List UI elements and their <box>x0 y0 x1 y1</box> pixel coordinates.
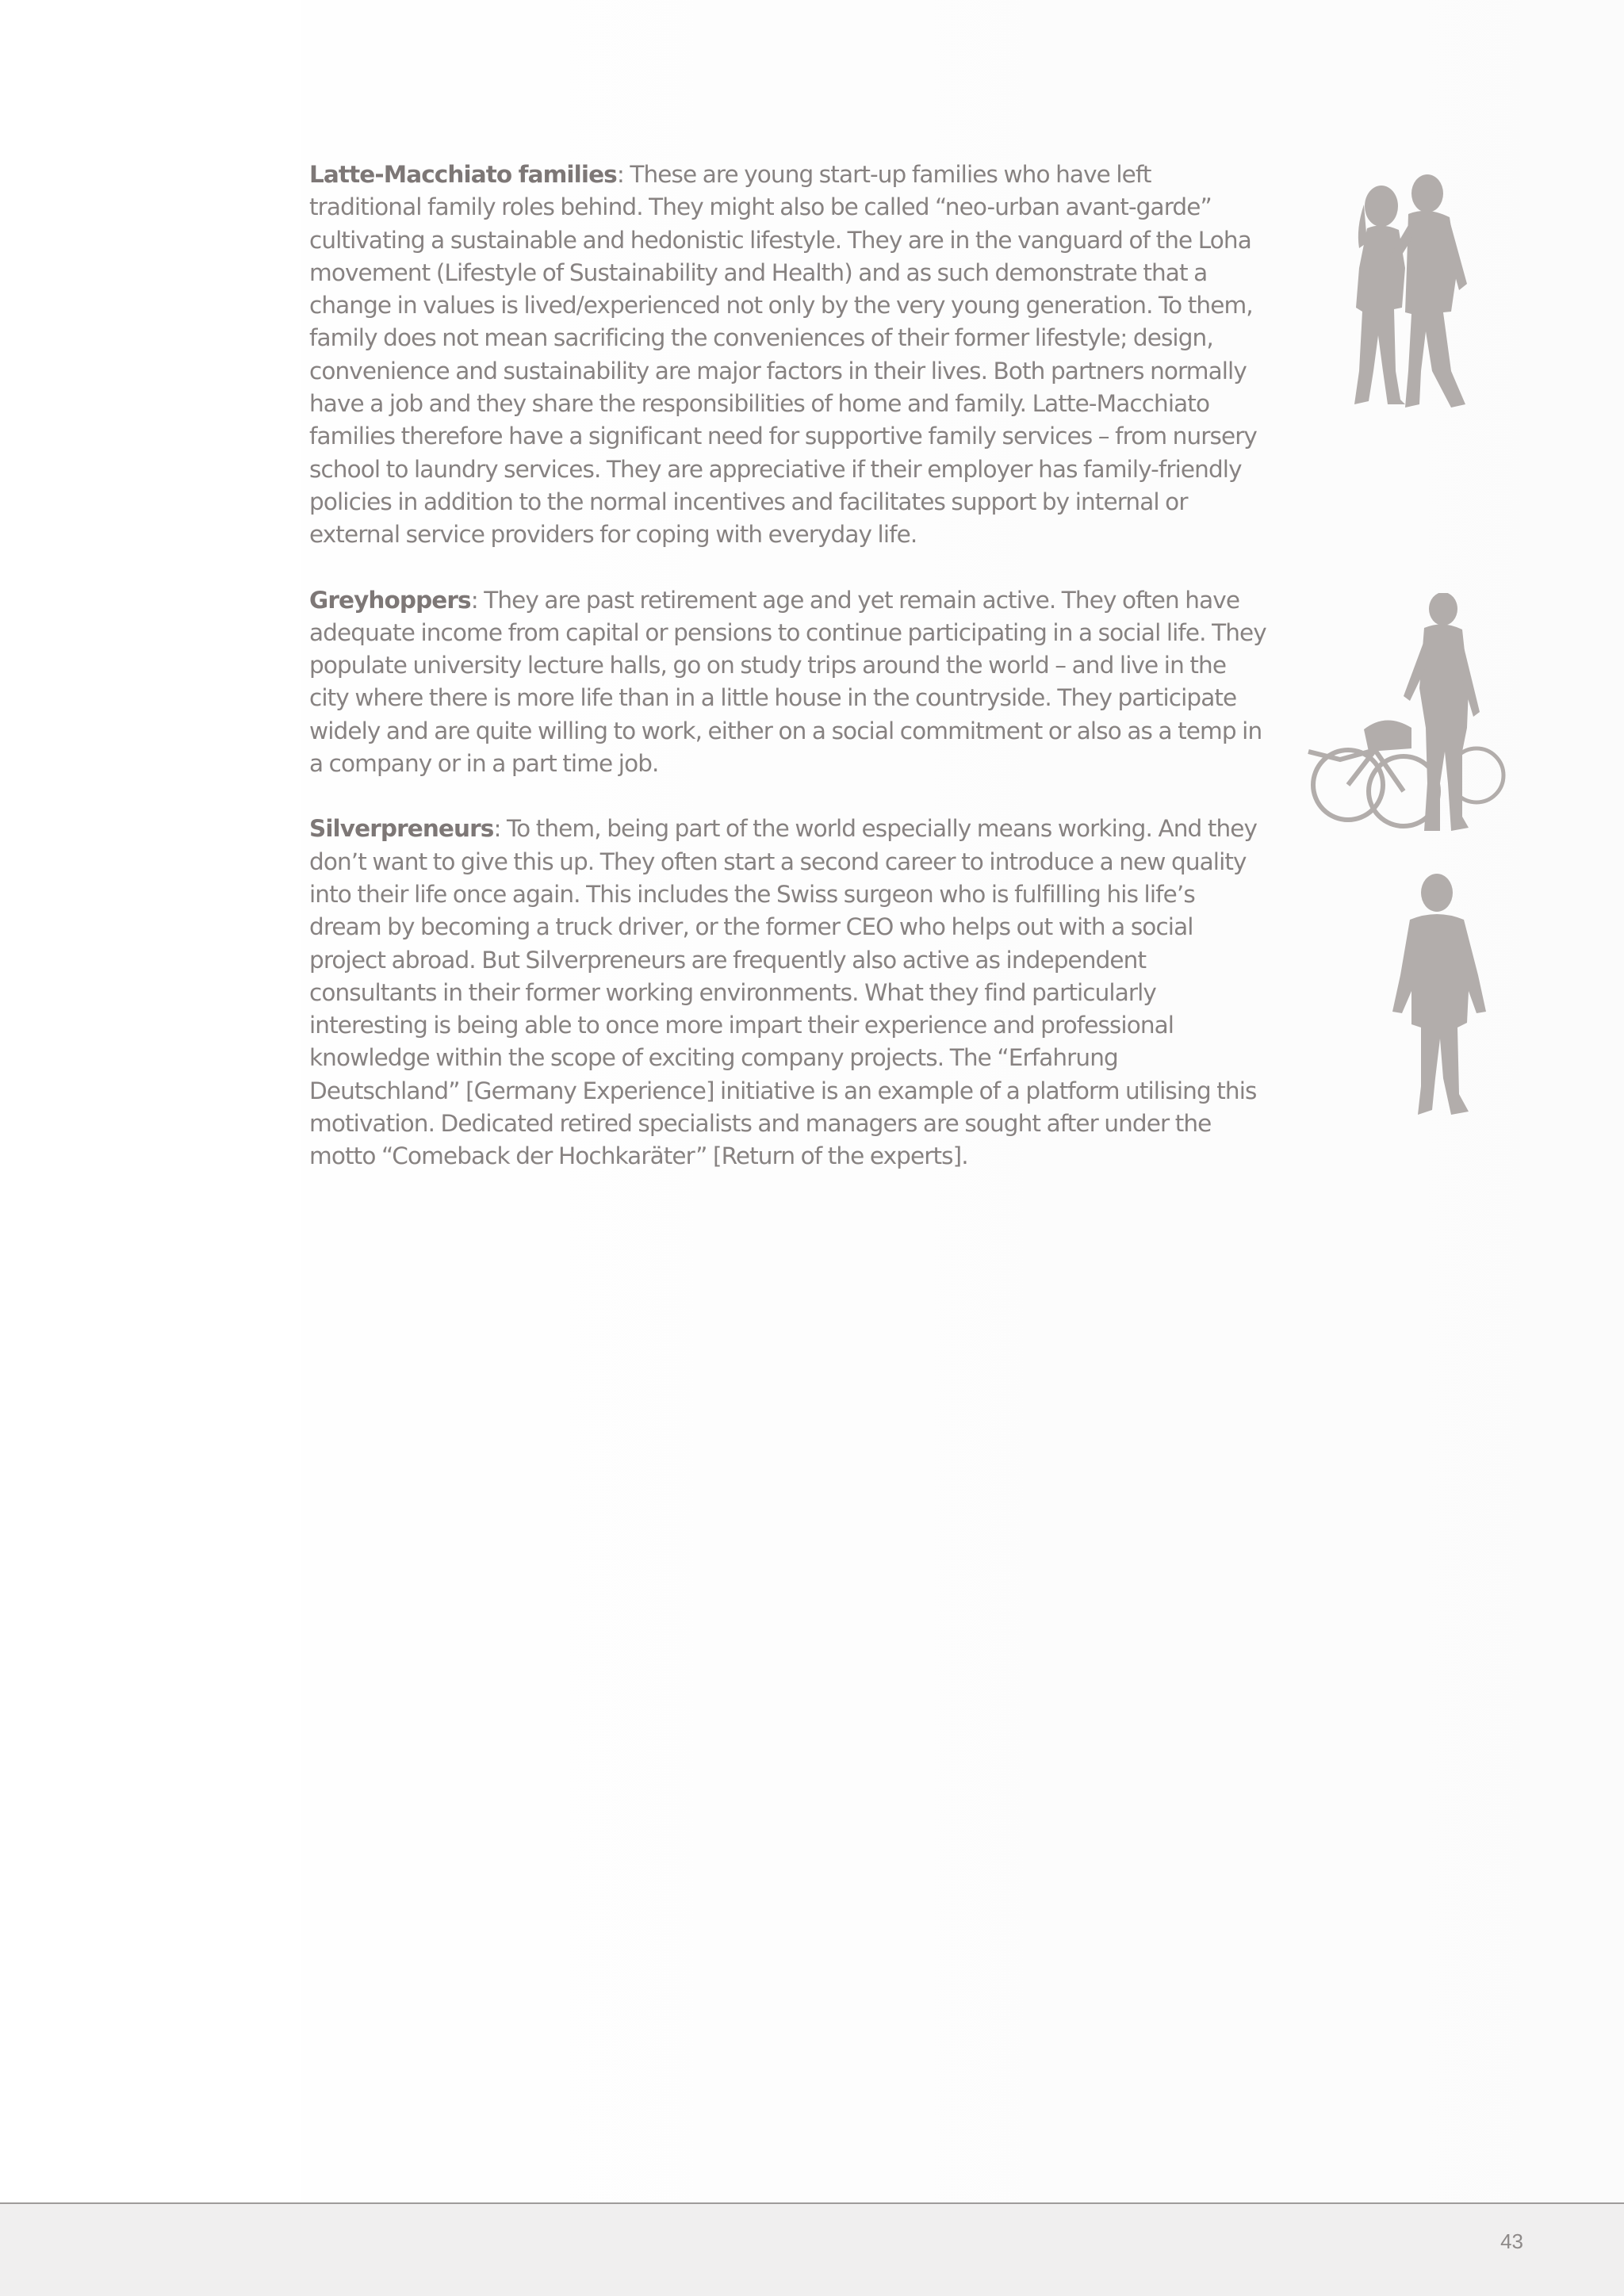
text-column <box>309 159 1269 1206</box>
page-number: 43 <box>1500 2229 1523 2253</box>
paragraph-silverpreneurs <box>309 813 1269 1173</box>
paragraph-body: : To them, being part of the world especially means working. And they don’t want to give this up. They often start a second career to introduce a new quality into their life once again. This includes the Swiss surgeon who is fulfilling his life’s dream by becoming a truck driver, or the former CEO who helps out with a social project abroad. But Silverpreneurs are frequently also active as independent consultants in their former working environments. What they find particularly interesting is being able to once more impart their experience and professional knowledge within the scope of exciting company projects. The “Erfahrung Deutschland” [Germany Experience] initiative is an example of a platform utilising this motivation. Dedicated retired specialists and managers are sought after under the motto “Comeback der Hochkaräter” [Return of the experts]. <box>309 815 1258 1170</box>
term-greyhoppers: Greyhoppers <box>309 586 471 614</box>
paragraph-greyhoppers <box>309 584 1269 781</box>
couple-silhouette-icon <box>1332 173 1499 419</box>
paragraph-latte-macchiato-families <box>309 159 1269 552</box>
paragraph-body: : These are young start-up families who have left traditional family roles behind. They might also be called “neo-urban avant-garde” cultivating a sustainable and hedonistic lifestyle. They are in the vanguard of the Loha movement (Lifestyle of Sustainability and Health) and as such demonstrate that a change in values is lived/experienced not only by the very young generation. To them, family does not mean sacrificing the conveniences of their former lifestyle; design, convenience and sustainability are major factors in their lives. Both partners normally have a job and they share the responsibilities of home and family. Latte-Macchiato families therefore have a significant need for supportive family services – from nursery school to laundry services. They are appreciative if their employer has family-friendly policies in addition to the normal incentives and facilitates support by internal or external service providers for coping with everyday life. <box>309 161 1257 549</box>
page-footer <box>0 2204 1624 2296</box>
paragraph-body: : They are past retirement age and yet remain active. They often have adequate income from capital or pensions to continue participating in a social life. They populate university lecture halls, go on study trips around the world – and live in the city where there is more life than in a little house in the countryside. They participate widely and are quite willing to work, either on a social commitment or also as a temp in a company or in a part time job. <box>309 586 1266 778</box>
term-silverpreneurs: Silverpreneurs <box>309 815 494 843</box>
elderly-cyclist-silhouette-icon <box>1293 593 1507 840</box>
footer-divider <box>0 2202 1624 2204</box>
term-latte-macchiato-families: Latte-Macchiato families <box>309 161 617 188</box>
standing-man-silhouette-icon <box>1380 872 1499 1124</box>
